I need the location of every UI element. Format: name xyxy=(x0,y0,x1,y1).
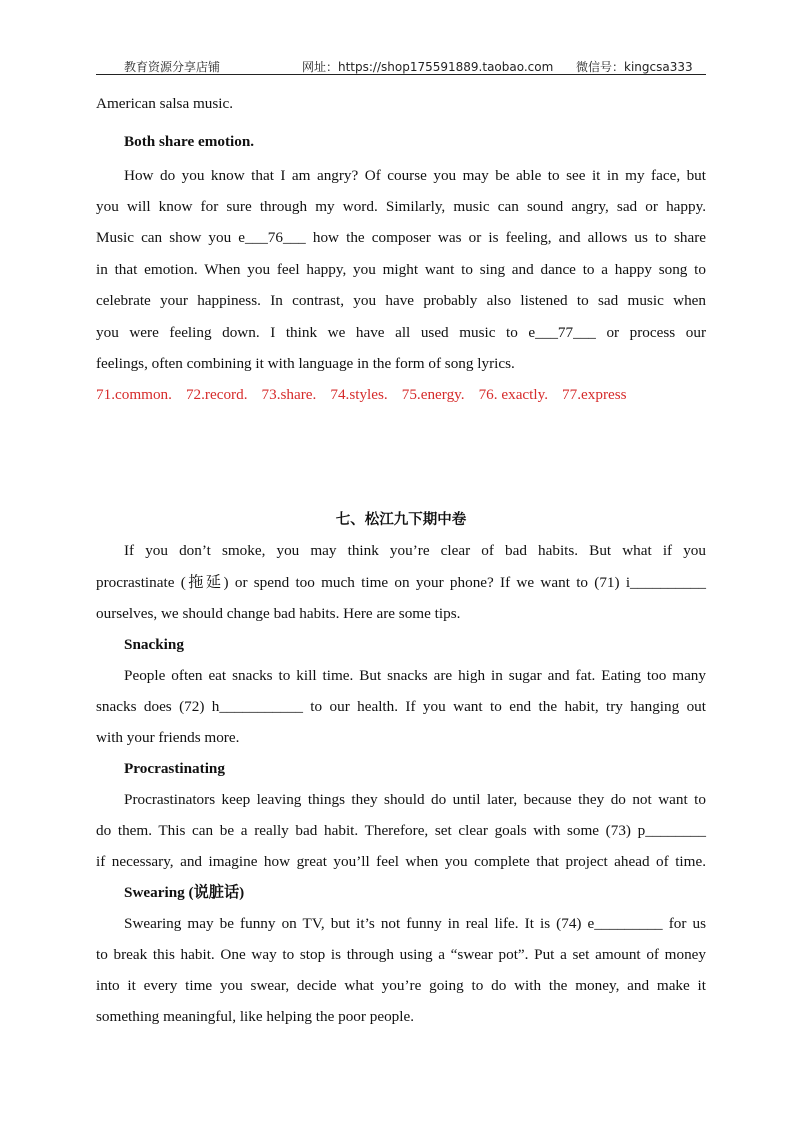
passage1-heading: Both share emotion. xyxy=(124,133,255,150)
swearing-heading: Swearing (说脏话) xyxy=(124,884,245,901)
snacking-line: with your friends more. xyxy=(96,729,240,746)
answer-item: 76. exactly. xyxy=(478,386,549,403)
procrastinating-heading: Procrastinating xyxy=(124,760,225,777)
section-title: 七、松江九下期中卷 xyxy=(335,511,467,528)
swearing-line: into it every time you swear, decide what you’re going to do with the money, and make it xyxy=(96,977,706,994)
answer-item: 72.record. xyxy=(185,386,248,403)
swearing-line: something meaningful, like helping the poor people. xyxy=(96,1008,415,1025)
procrastinating-line: Procrastinators keep leaving things they should do until later, because they do not want to xyxy=(124,791,706,808)
passage1-line: you will know for sure through my word. Similarly, music can sound angry, sad or happy. xyxy=(96,198,706,215)
passage1-line: How do you know that I am angry? Of course you may be able to see it in my face, but xyxy=(124,167,706,184)
answer-item: 77.express xyxy=(562,386,627,403)
passage1-line: feelings, often combining it with language in the form of song lyrics. xyxy=(96,355,515,372)
header-url: 网址：https://shop175591889.taobao.com xyxy=(302,60,554,74)
passage2-line: If you don’t smoke, you may think you’re clear of bad habits. But what if you xyxy=(124,542,706,559)
answer-item: 74.styles. xyxy=(330,386,388,403)
passage2-line: ourselves, we should change bad habits. Here are some tips. xyxy=(96,605,461,622)
answer-item: 75.energy. xyxy=(401,386,465,403)
answer-item: 73.share. xyxy=(261,386,317,403)
procrastinating-line: do them. This can be a really bad habit. Therefore, set clear goals with some (73) p________ xyxy=(96,822,706,839)
passage1-line: Music can show you e___76___ how the composer was or is feeling, and allows us to share xyxy=(96,229,706,246)
snacking-line: snacks does (72) h___________ to our health. If you want to end the habit, try hanging out xyxy=(96,698,706,715)
swearing-line: to break this habit. One way to stop is through using a “swear pot”. Put a set amount of money xyxy=(96,946,706,963)
swearing-line: Swearing may be funny on TV, but it’s not funny in real life. It is (74) e_________ for us xyxy=(124,915,706,932)
passage1-line: you were feeling down. I think we have all used music to e___77___ or process our xyxy=(96,324,706,341)
passage2-line: procrastinate (拖延) or spend too much time on your phone? If we want to (71) i__________ xyxy=(96,574,706,591)
procrastinating-line: if necessary, and imagine how great you’ll feel when you complete that project ahead of time. xyxy=(96,853,706,870)
passage1-line: celebrate your happiness. In contrast, you have probably also listened to sad music when xyxy=(96,292,706,309)
header-shop-name: 教育资源分享店铺 xyxy=(124,60,221,74)
answer-key xyxy=(96,385,706,405)
snacking-line: People often eat snacks to kill time. But snacks are high in sugar and fat. Eating too many xyxy=(124,667,706,684)
passage1-line: in that emotion. When you feel happy, you might want to sing and dance to a happy song to xyxy=(96,261,706,278)
passage1-line0: American salsa music. xyxy=(96,95,234,112)
snacking-heading: Snacking xyxy=(124,636,184,653)
answer-item: 71.common. xyxy=(96,386,172,403)
header-wechat: 微信号：kingcsa333 xyxy=(576,60,693,74)
page-header xyxy=(96,56,706,75)
